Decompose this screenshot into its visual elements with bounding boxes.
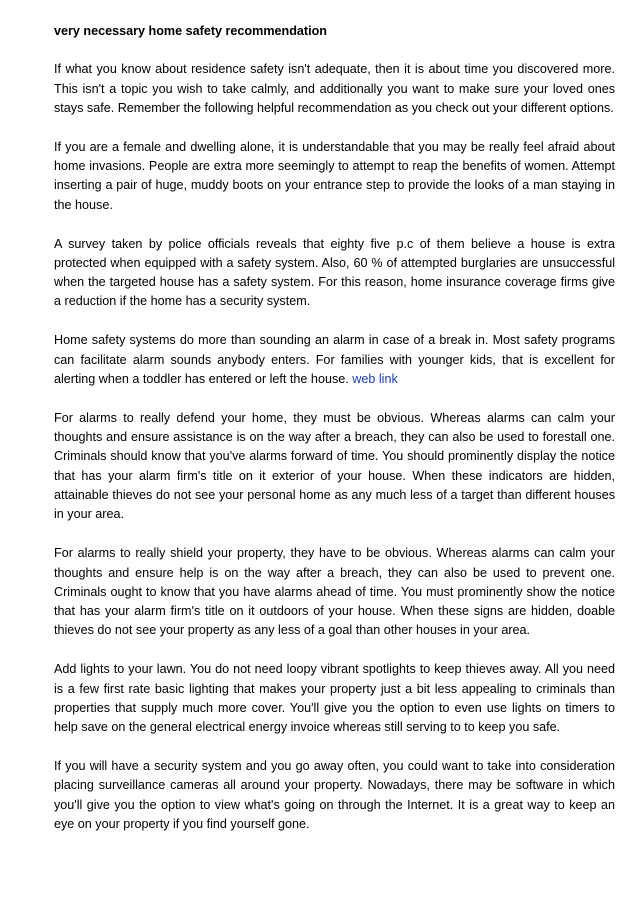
- paragraph-6: For alarms to really shield your property, they have to be obvious. Whereas alarms can calm your thoughts and ensure help is on the way after a breach, they can also be used to prevent one. Criminals ought to know that you have alarms ahead of time. You must prominently show the notice that has your alarm firm's title on it outdoors of your house. When these signs are hidden, doable thieves do not see your property as any less of a goal than other houses in your area.: [54, 546, 615, 638]
- paragraph-1: If what you know about residence safety isn't adequate, then it is about time you discovered more. This isn't a topic you wish to take calmly, and additionally you want to make sure your loved ones stays safe. Remember the following helpful recommendation as you check out your different options.: [54, 62, 615, 115]
- document-page: [54, 22, 615, 834]
- web-link[interactable]: web link: [352, 371, 398, 386]
- paragraph-4-text: Home safety systems do more than sounding an alarm in case of a break in. Most safety programs can facilitate alarm sounds anybody enters. For families with younger kids, that is excellent for alerting when a toddler has entered or left the house.: [54, 333, 615, 386]
- paragraph-4: [54, 331, 615, 389]
- document-title: very necessary home safety recommendation: [54, 24, 327, 38]
- paragraph-7: Add lights to your lawn. You do not need loopy vibrant spotlights to keep thieves away. All you need is a few first rate basic lighting that makes your property just a bit less appealing to criminals than properties that supply much more cover. You'll give you the option to even use lights on timers to help save on the general electrical energy invoice whereas still serving to to keep you safe.: [54, 662, 615, 735]
- paragraph-5: For alarms to really defend your home, they must be obvious. Whereas alarms can calm your thoughts and ensure assistance is on the way after a breach, they can also be used to forestall one. Criminals should know that you've alarms forward of time. You should prominently display the notice that has your alarm firm's title on it exterior of your house. When these indicators are hidden, attainable thieves do not see your personal home as any much less of a target than different houses in your area.: [54, 410, 615, 522]
- paragraph-8: If you will have a security system and you go away often, you could want to take into consideration placing surveillance cameras all around your property. Nowadays, there may be software in which you'll give you the option to view what's going on through the Internet. It is a great way to keep an eye on your property if you find yourself gone.: [54, 759, 615, 831]
- paragraph-3: A survey taken by police officials reveals that eighty five p.c of them believe a house is extra protected when equipped with a safety system. Also, 60 % of attempted burglaries are unsuccessful when the targeted house has a safety system. For this reason, home insurance coverage firms give a reduction if the home has a security system.: [54, 236, 615, 309]
- paragraph-2: If you are a female and dwelling alone, it is understandable that you may be really feel afraid about home invasions. People are extra more seemingly to attempt to reap the benefits of women. Attempt inserting a pair of huge, muddy boots on your entrance step to provide the looks of a man staying in the house.: [54, 139, 615, 212]
